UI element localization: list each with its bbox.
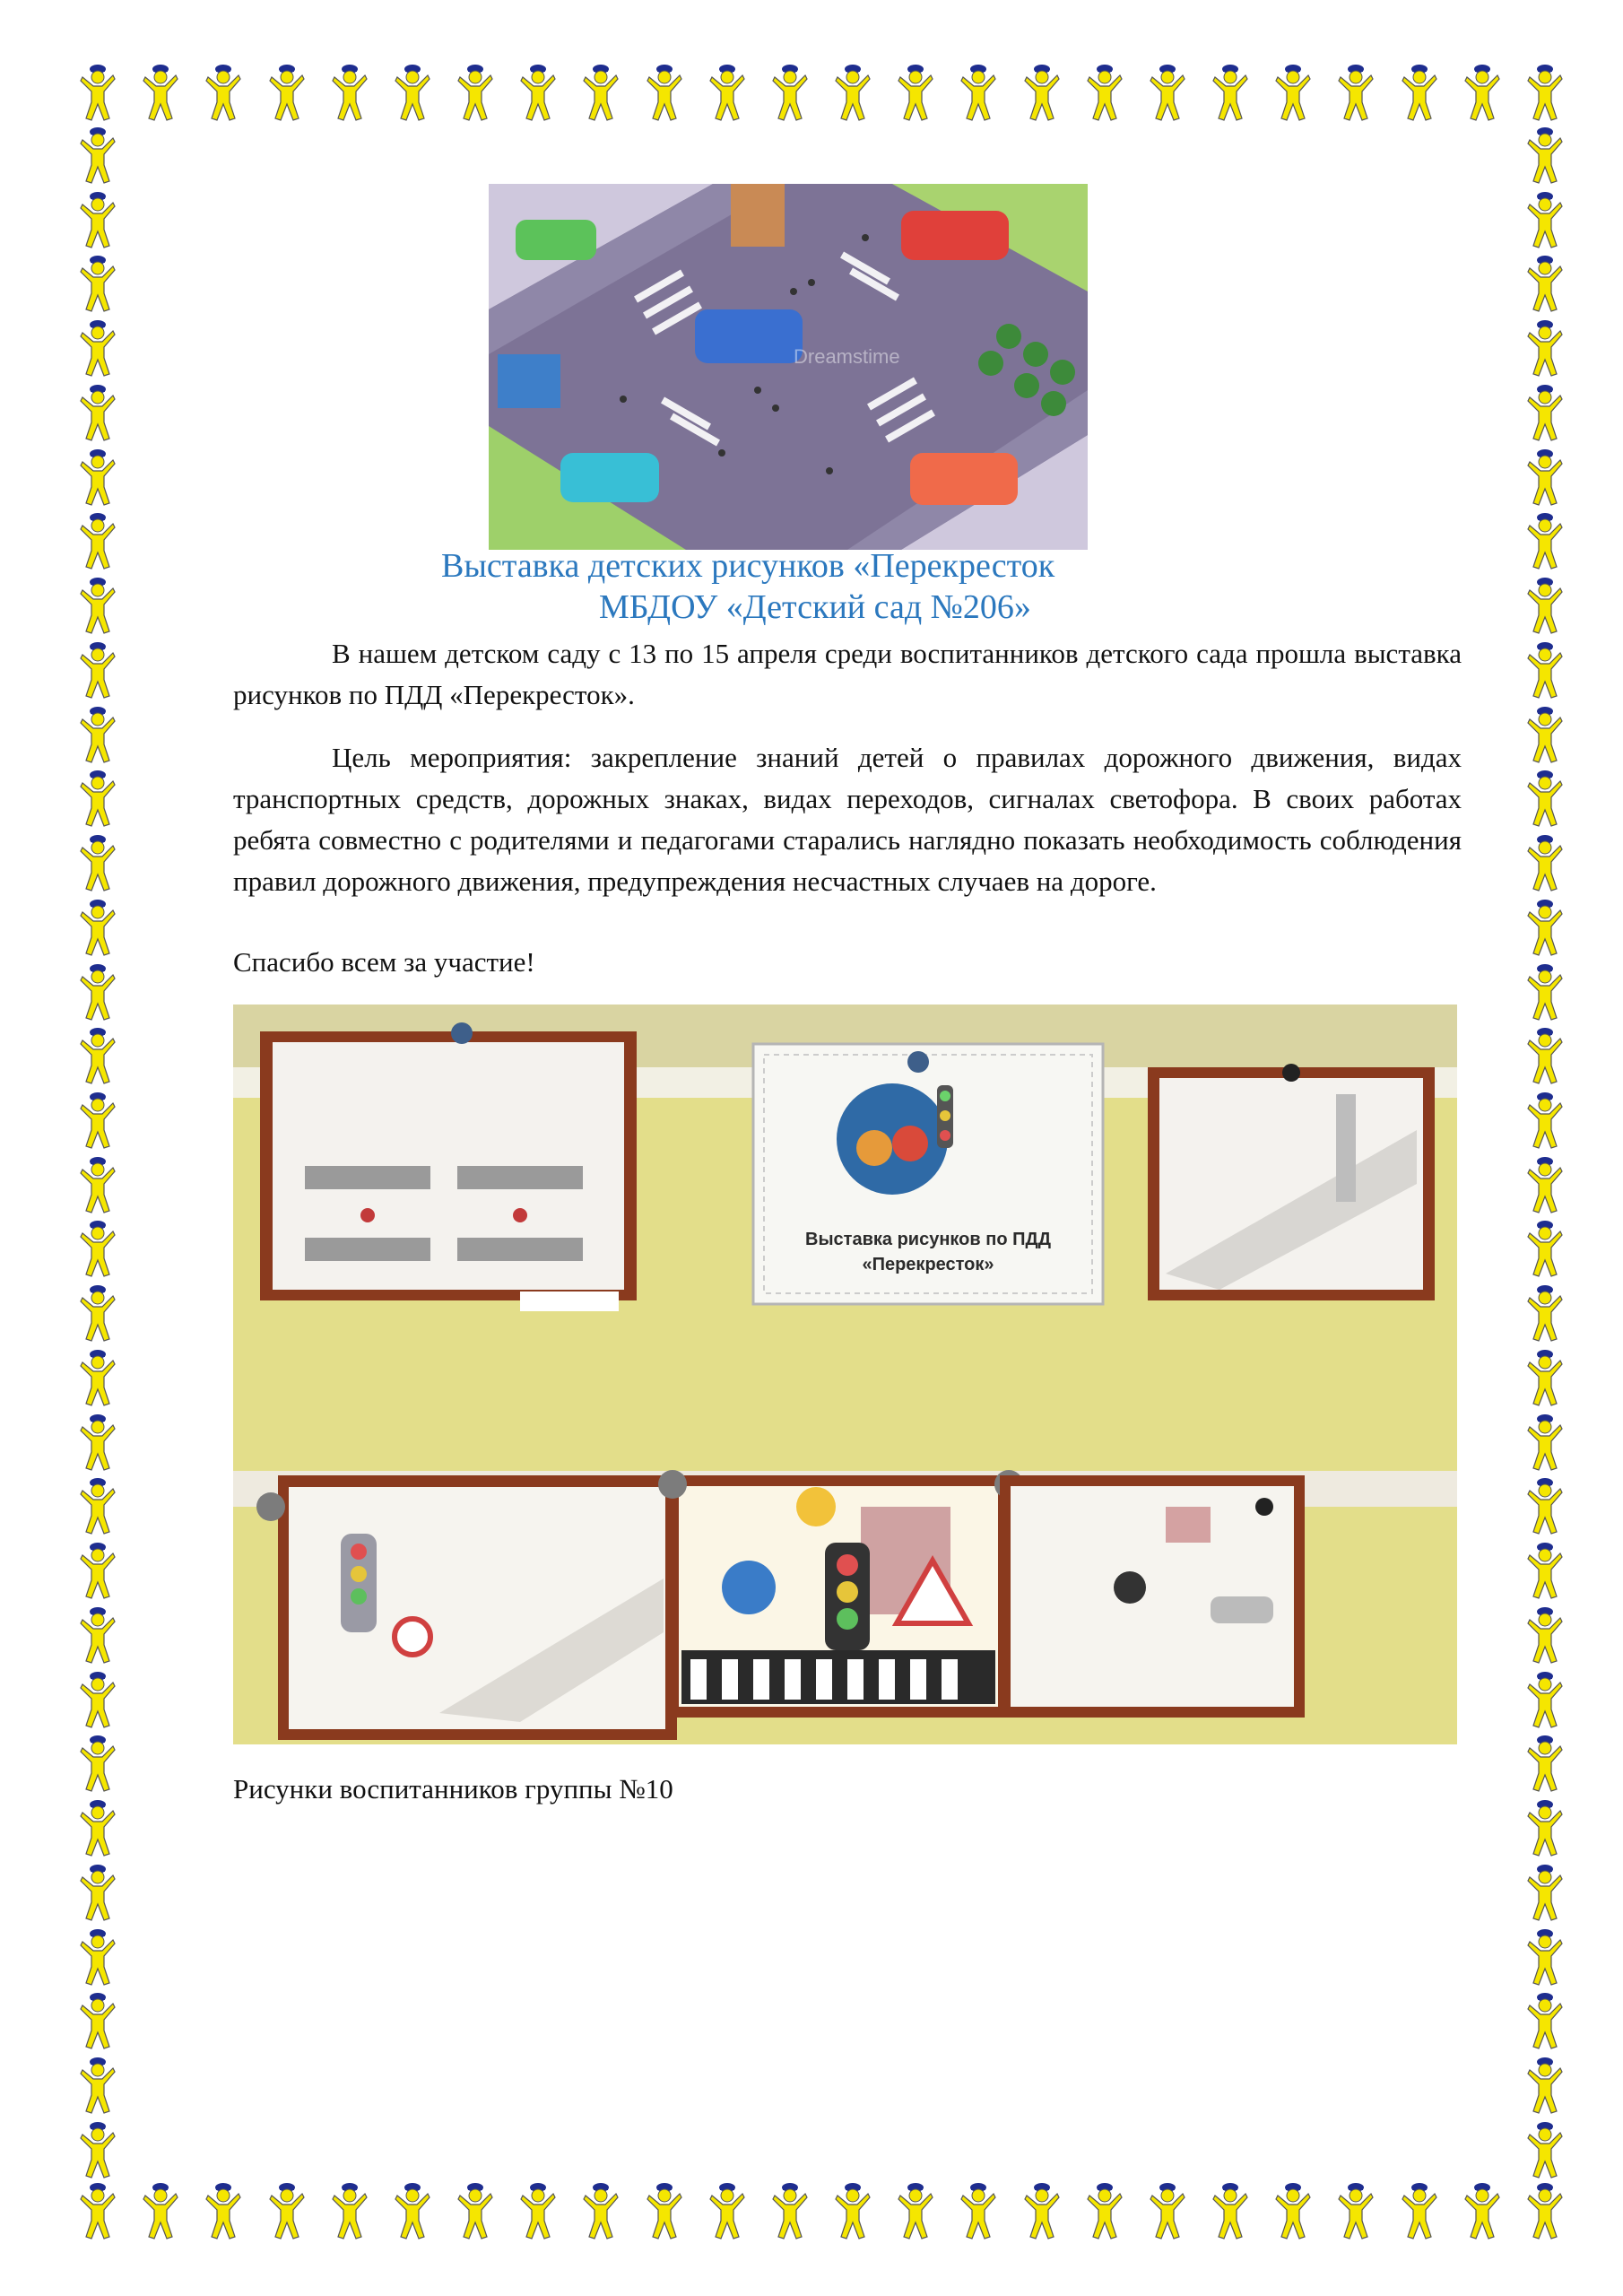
traffic-inspector-figure-icon [77, 1734, 118, 1793]
traffic-inspector-figure-icon [1524, 1927, 1566, 1987]
traffic-inspector-figure-icon [329, 63, 370, 122]
traffic-inspector-figure-icon [895, 2181, 936, 2240]
traffic-inspector-figure-icon [392, 2181, 433, 2240]
traffic-inspector-figure-icon [77, 1091, 118, 1150]
traffic-inspector-figure-icon [895, 63, 936, 122]
traffic-inspector-figure-icon [77, 190, 118, 249]
traffic-inspector-figure-icon [1524, 640, 1566, 700]
traffic-inspector-figure-icon [580, 63, 621, 122]
traffic-inspector-figure-icon [77, 1476, 118, 1535]
drawing-frame-1 [260, 1022, 637, 1311]
traffic-inspector-figure-icon [1524, 511, 1566, 570]
traffic-inspector-figure-icon [1524, 2120, 1566, 2179]
traffic-inspector-figure-icon [77, 576, 118, 635]
traffic-inspector-figure-icon [77, 705, 118, 764]
intro-text: В нашем детском саду с 13 по 15 апреля среди воспитанников детского сада прошла выставка рисунков по ПДД «Перекресток». [233, 638, 1462, 710]
traffic-inspector-figure-icon [1524, 1091, 1566, 1150]
traffic-inspector-figure-icon [455, 63, 496, 122]
traffic-inspector-figure-icon [329, 2181, 370, 2240]
traffic-inspector-figure-icon [1524, 1348, 1566, 1407]
drawing-frame-2 [1148, 1064, 1435, 1300]
traffic-inspector-figure-icon [1524, 576, 1566, 635]
title-line-1: Выставка детских рисунков «Перекресток [441, 547, 1055, 585]
traffic-inspector-figure-icon [958, 63, 999, 122]
traffic-inspector-figure-icon [77, 63, 118, 122]
traffic-inspector-figure-icon [140, 63, 181, 122]
traffic-inspector-figure-icon [1524, 1605, 1566, 1665]
traffic-inspector-figure-icon [832, 63, 873, 122]
exhibit-poster [753, 1044, 1103, 1304]
traffic-inspector-figure-icon [1272, 63, 1314, 122]
traffic-inspector-figure-icon [1524, 1026, 1566, 1085]
traffic-inspector-figure-icon [1147, 63, 1188, 122]
traffic-inspector-figure-icon [1524, 1283, 1566, 1343]
decorative-border-top [77, 63, 1566, 122]
decorative-border-right [1524, 126, 1566, 2179]
traffic-inspector-figure-icon [1524, 383, 1566, 442]
traffic-inspector-figure-icon [1210, 63, 1251, 122]
traffic-inspector-figure-icon [77, 1283, 118, 1343]
traffic-inspector-figure-icon [77, 1348, 118, 1407]
traffic-inspector-figure-icon [644, 2181, 685, 2240]
traffic-inspector-figure-icon [77, 318, 118, 378]
traffic-inspector-figure-icon [1524, 833, 1566, 892]
traffic-inspector-figure-icon [203, 2181, 244, 2240]
traffic-inspector-figure-icon [1524, 1863, 1566, 1922]
traffic-inspector-figure-icon [77, 2056, 118, 2115]
traffic-inspector-figure-icon [77, 254, 118, 313]
traffic-inspector-figure-icon [77, 769, 118, 828]
traffic-inspector-figure-icon [77, 1605, 118, 1665]
traffic-inspector-figure-icon [77, 1798, 118, 1857]
traffic-inspector-figure-icon [1524, 254, 1566, 313]
traffic-inspector-figure-icon [1524, 1541, 1566, 1600]
traffic-inspector-figure-icon [1524, 1991, 1566, 2050]
traffic-inspector-figure-icon [1147, 2181, 1188, 2240]
traffic-inspector-figure-icon [77, 1863, 118, 1922]
traffic-inspector-figure-icon [832, 2181, 873, 2240]
traffic-inspector-figure-icon [1399, 2181, 1440, 2240]
traffic-inspector-figure-icon [1210, 2181, 1251, 2240]
traffic-inspector-figure-icon [77, 833, 118, 892]
crossroad-illustration [489, 184, 1088, 550]
traffic-inspector-figure-icon [1524, 705, 1566, 764]
traffic-inspector-figure-icon [77, 2181, 118, 2240]
traffic-inspector-figure-icon [1524, 1219, 1566, 1278]
traffic-inspector-figure-icon [77, 1219, 118, 1278]
decorative-border-left [77, 126, 118, 2179]
traffic-inspector-figure-icon [1524, 318, 1566, 378]
traffic-inspector-figure-icon [266, 2181, 308, 2240]
goal-paragraph [233, 737, 1462, 902]
traffic-inspector-figure-icon [769, 63, 811, 122]
traffic-inspector-figure-icon [1399, 63, 1440, 122]
traffic-inspector-figure-icon [1524, 2056, 1566, 2115]
traffic-inspector-figure-icon [1524, 1476, 1566, 1535]
poster-line-1: Выставка рисунков по ПДД [805, 1230, 1051, 1249]
traffic-inspector-figure-icon [644, 63, 685, 122]
traffic-inspector-figure-icon [77, 383, 118, 442]
traffic-inspector-figure-icon [77, 126, 118, 185]
traffic-inspector-figure-icon [77, 640, 118, 700]
traffic-inspector-figure-icon [707, 2181, 748, 2240]
illustration-watermark: Dreamstime [794, 345, 900, 368]
traffic-inspector-figure-icon [77, 1927, 118, 1987]
traffic-inspector-figure-icon [1524, 2181, 1566, 2240]
traffic-inspector-figure-icon [77, 1991, 118, 2050]
traffic-inspector-figure-icon [1524, 448, 1566, 507]
traffic-inspector-figure-icon [77, 511, 118, 570]
traffic-inspector-figure-icon [1524, 1798, 1566, 1857]
traffic-inspector-figure-icon [140, 2181, 181, 2240]
traffic-inspector-figure-icon [1524, 898, 1566, 957]
traffic-inspector-figure-icon [77, 1670, 118, 1729]
traffic-inspector-figure-icon [1524, 769, 1566, 828]
traffic-inspector-figure-icon [455, 2181, 496, 2240]
traffic-inspector-figure-icon [580, 2181, 621, 2240]
traffic-inspector-figure-icon [1524, 1734, 1566, 1793]
traffic-inspector-figure-icon [1084, 63, 1125, 122]
traffic-inspector-figure-icon [958, 2181, 999, 2240]
traffic-inspector-figure-icon [1272, 2181, 1314, 2240]
traffic-inspector-figure-icon [1462, 63, 1503, 122]
exhibit-photo [233, 1004, 1457, 1744]
photo-caption: Рисунки воспитанников группы №10 [233, 1773, 673, 1805]
traffic-inspector-figure-icon [203, 63, 244, 122]
traffic-inspector-figure-icon [77, 1026, 118, 1085]
traffic-inspector-figure-icon [517, 2181, 559, 2240]
traffic-inspector-figure-icon [266, 63, 308, 122]
goal-text: Цель мероприятия: закрепление знаний детей о правилах дорожного движения, видах транспортных средств, дорожных знаках, видах переходов, сигналах светофора. В своих работах ребята совместно с родителями и педагогами старались наглядно показать необходимость соблюдения правил дорожного движения, предупреждения несчастных случаев на дороге. [233, 742, 1462, 897]
decorative-border-bottom [77, 2181, 1566, 2240]
traffic-inspector-figure-icon [1524, 63, 1566, 122]
traffic-inspector-figure-icon [77, 2120, 118, 2179]
intro-paragraph [233, 633, 1462, 716]
traffic-inspector-figure-icon [1462, 2181, 1503, 2240]
traffic-inspector-figure-icon [392, 63, 433, 122]
traffic-inspector-figure-icon [1335, 63, 1376, 122]
traffic-inspector-figure-icon [517, 63, 559, 122]
drawing-frame-4 [658, 1470, 1023, 1718]
traffic-inspector-figure-icon [1084, 2181, 1125, 2240]
drawing-frame-5 [1000, 1475, 1305, 1718]
traffic-inspector-figure-icon [1524, 1670, 1566, 1729]
drawing-frame-3 [256, 1475, 677, 1740]
poster-line-2: «Перекресток» [862, 1255, 994, 1274]
traffic-inspector-figure-icon [707, 63, 748, 122]
traffic-inspector-figure-icon [1524, 126, 1566, 185]
traffic-inspector-figure-icon [77, 962, 118, 1022]
title-line-2: МБДОУ «Детский сад №206» [599, 588, 1031, 626]
traffic-inspector-figure-icon [77, 1413, 118, 1472]
traffic-inspector-figure-icon [1524, 962, 1566, 1022]
traffic-inspector-figure-icon [1335, 2181, 1376, 2240]
traffic-inspector-figure-icon [1524, 1155, 1566, 1214]
traffic-inspector-figure-icon [1524, 190, 1566, 249]
traffic-inspector-figure-icon [77, 1541, 118, 1600]
traffic-inspector-figure-icon [769, 2181, 811, 2240]
thanks-text: Спасибо всем за участие! [233, 946, 535, 978]
traffic-inspector-figure-icon [1524, 1413, 1566, 1472]
traffic-inspector-figure-icon [1021, 63, 1063, 122]
traffic-inspector-figure-icon [77, 898, 118, 957]
traffic-inspector-figure-icon [77, 1155, 118, 1214]
traffic-inspector-figure-icon [1021, 2181, 1063, 2240]
traffic-inspector-figure-icon [77, 448, 118, 507]
